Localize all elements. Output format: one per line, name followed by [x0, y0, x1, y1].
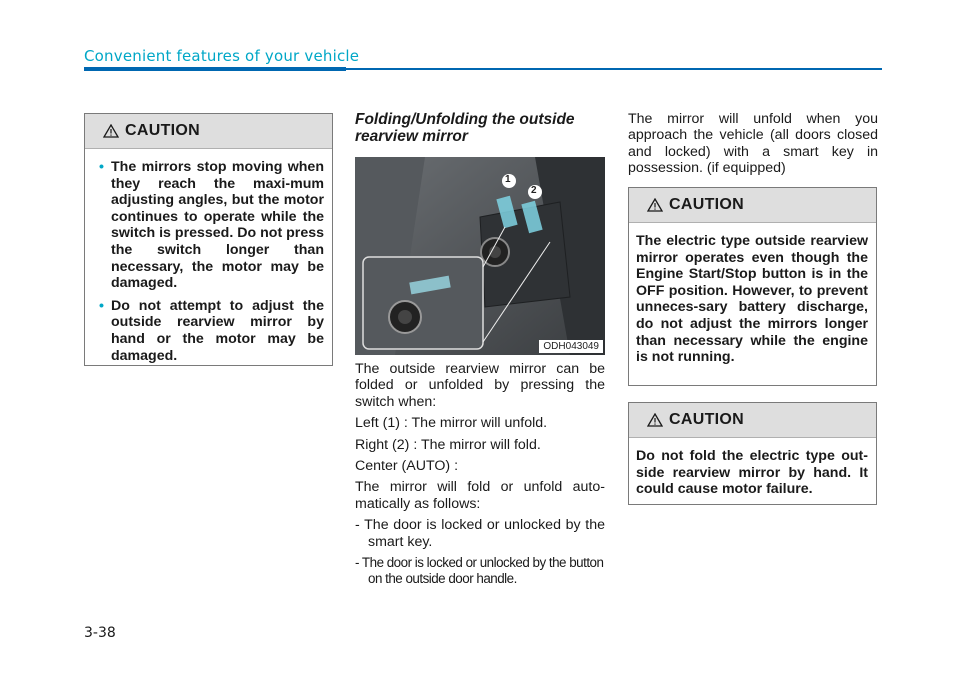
body-paragraph: Left (1) : The mirror will unfold. — [355, 415, 548, 432]
dash-list-item: - The door is locked or unlocked by the button on the outside door handle. — [355, 555, 604, 587]
body-paragraph: Center (AUTO) : — [355, 458, 459, 475]
header-rule-thin — [346, 68, 882, 70]
caution-header — [85, 114, 332, 149]
header-rule-thick — [84, 67, 346, 71]
mirror-switch-figure — [355, 157, 605, 355]
section-header-title: Convenient features of your vehicle — [84, 47, 360, 65]
mirror-switch-illustration — [355, 157, 605, 355]
callout-2: 2 — [531, 185, 537, 196]
figure-code: ODH043049 — [539, 340, 603, 353]
caution-item: • Do not attempt to adjust the outside rearview mirror by hand or the motor may be damaged. — [99, 298, 324, 364]
caution-header — [629, 188, 876, 223]
warning-triangle-icon — [647, 198, 663, 212]
warning-triangle-icon — [103, 124, 119, 138]
caution-box-left — [84, 113, 333, 366]
callout-1: 1 — [505, 174, 511, 185]
caution-item: • The mirrors stop moving when they reach the maxi-mum adjusting angles, but the motor continues to operate while the switch is pressed. Do not press the switch longer than necessary, the motor may be damaged. — [99, 159, 324, 292]
caution-list — [99, 159, 324, 364]
section-title: Folding/Unfolding the outside rearview mirror — [355, 111, 575, 145]
caution-title: CAUTION — [125, 122, 200, 139]
warning-triangle-icon — [647, 413, 663, 427]
section-body — [355, 361, 605, 593]
caution-box-right-1 — [628, 187, 877, 386]
caution-text: Do not fold the electric type out-side rearview mirror by hand. It could cause motor failure. — [636, 448, 868, 498]
body-paragraph: The outside rearview mirror can be folded or unfolded by pressing the switch when: — [355, 361, 605, 410]
caution-box-right-2 — [628, 402, 877, 505]
page-number: 3-38 — [84, 625, 116, 641]
caution-text: The electric type outside rearview mirror operates even though the Engine Start/Stop button is in the OFF position. However, to prevent unneces-sary battery discharge, do not adjust the mirrors longer than necessary while the engine is not running. — [636, 233, 868, 366]
right-paragraph: The mirror will unfold when you approach the vehicle (all doors closed and locked) with a smart key in possession. (if equipped) — [628, 111, 878, 177]
caution-title: CAUTION — [669, 196, 744, 213]
dash-list-item: - The door is locked or unlocked by the smart key. — [355, 517, 605, 550]
caution-title: CAUTION — [669, 411, 744, 428]
body-paragraph: Right (2) : The mirror will fold. — [355, 436, 541, 453]
caution-header — [629, 403, 876, 438]
body-paragraph: The mirror will fold or unfold auto-matically as follows: — [355, 479, 605, 512]
